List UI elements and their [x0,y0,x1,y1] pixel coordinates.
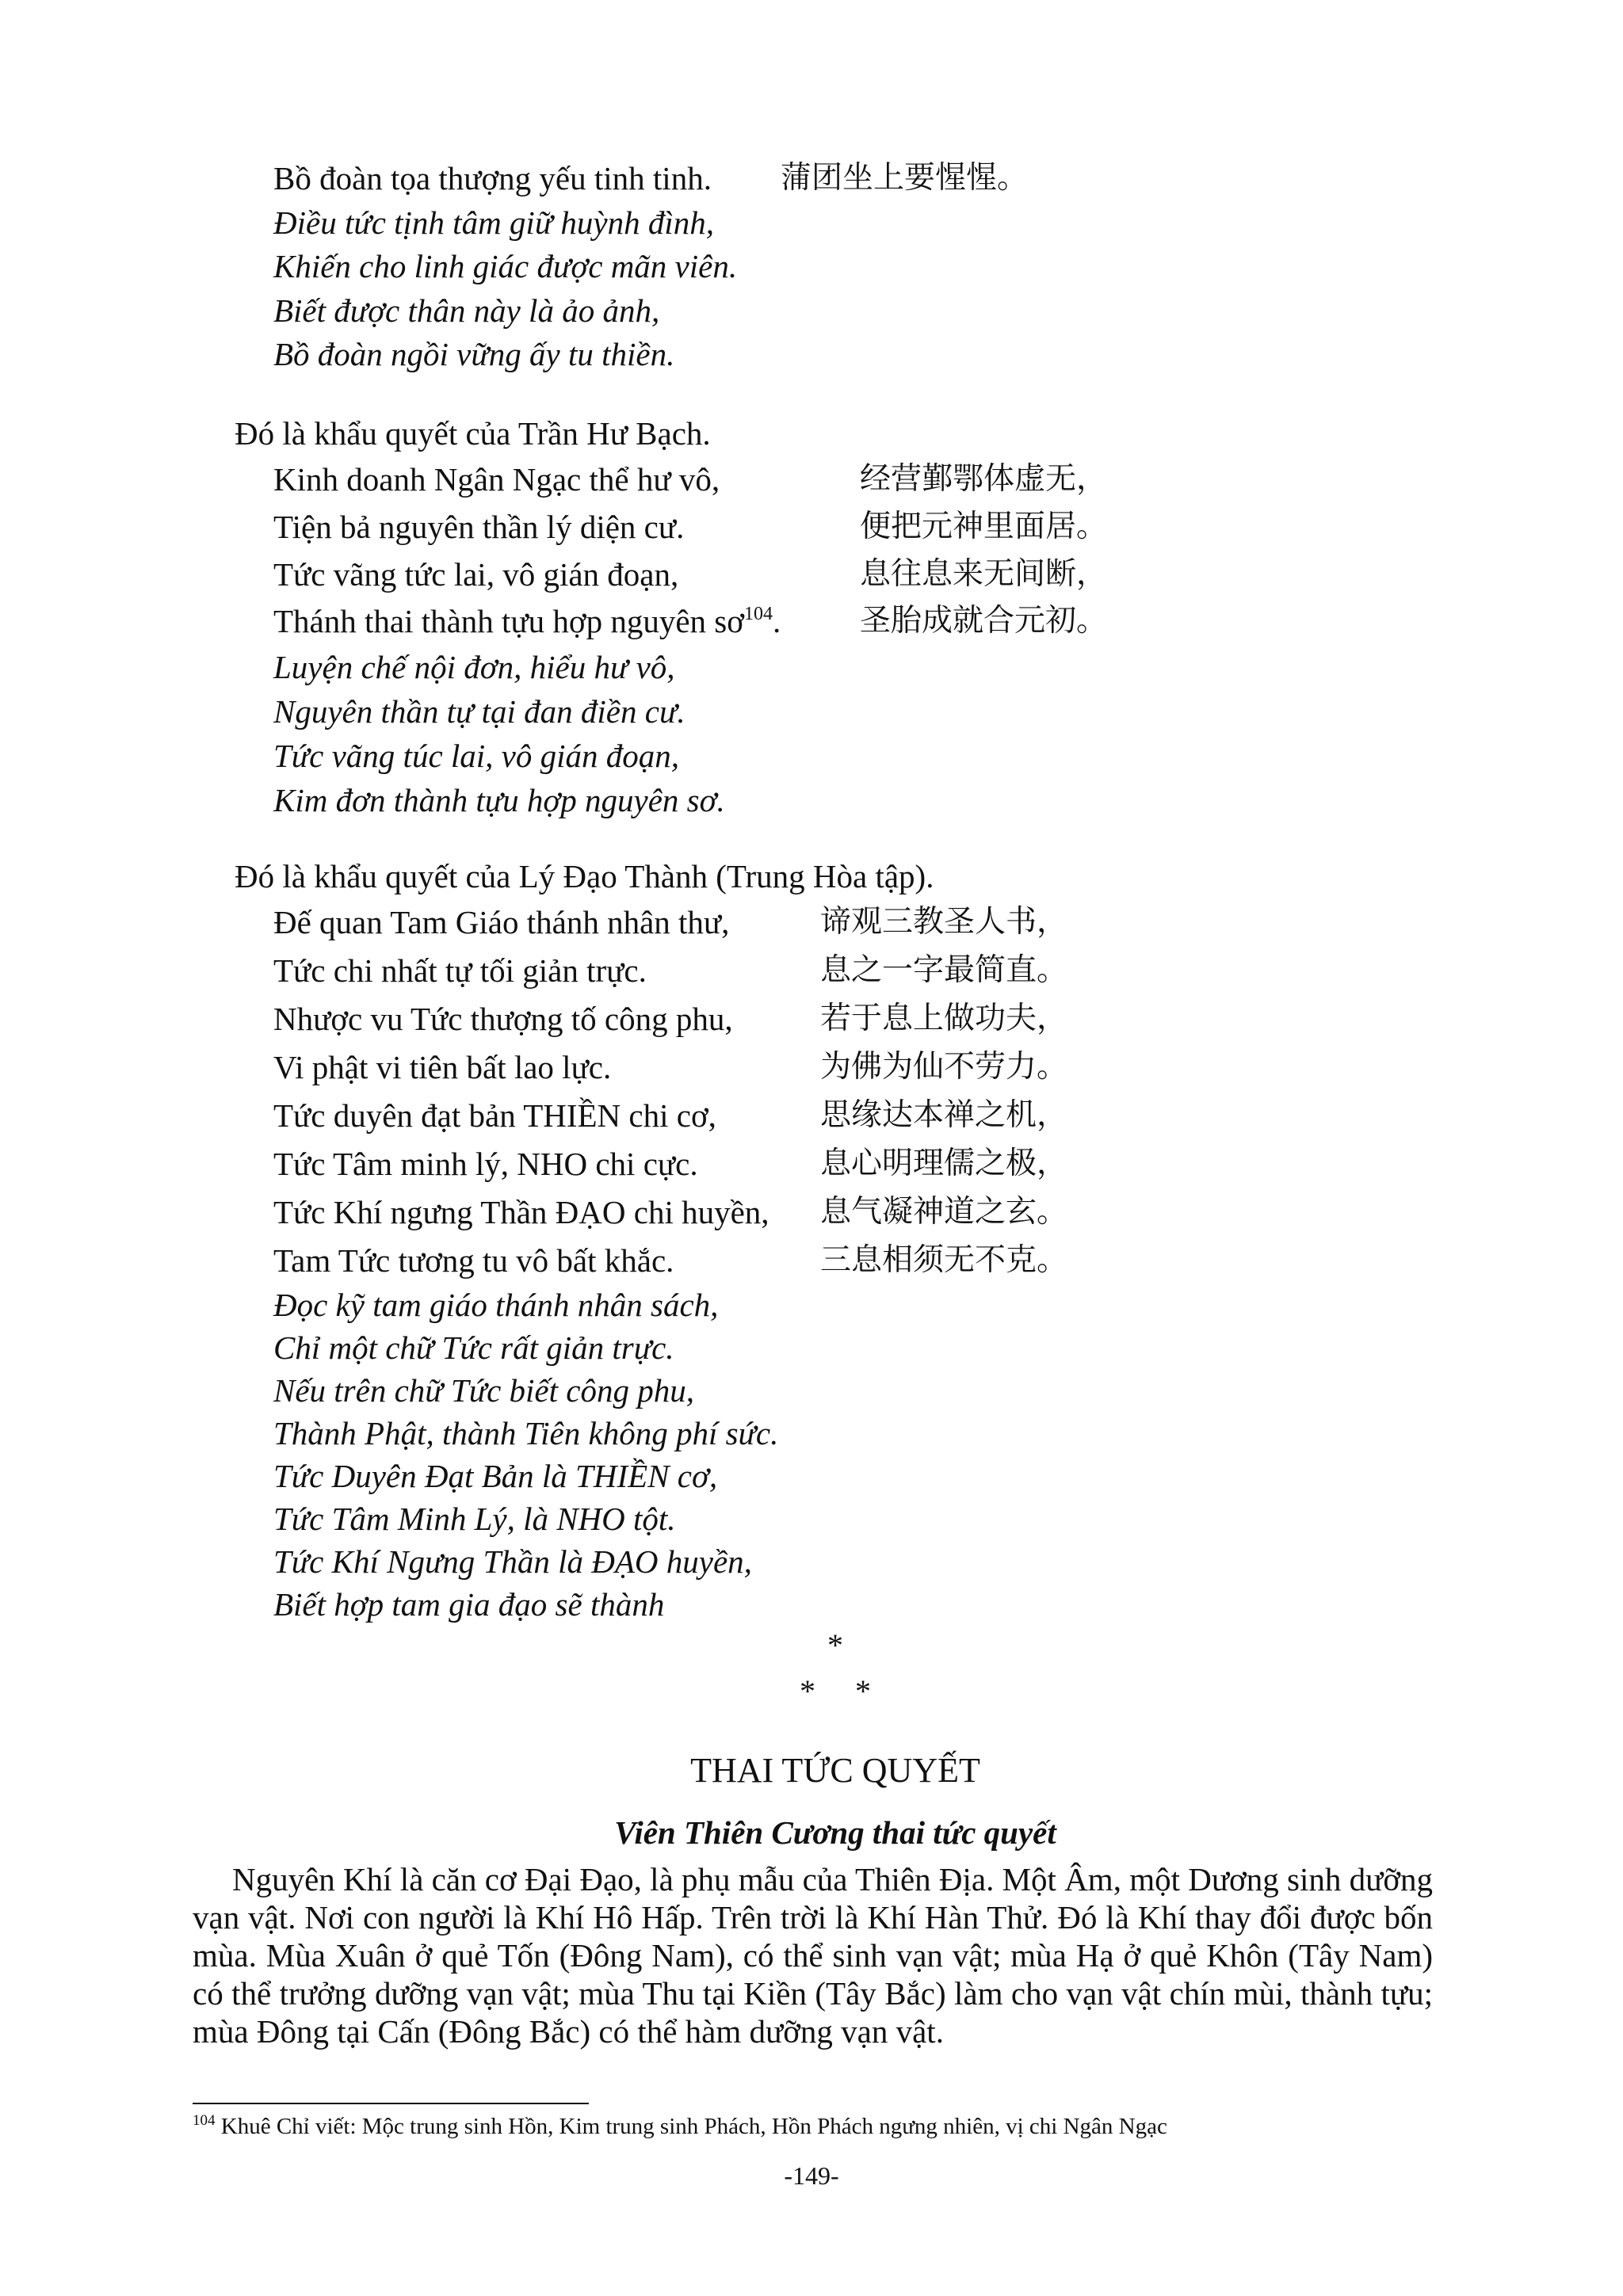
chinese-verse-line: 息心明理儒之极， [820,1146,1068,1181]
verse-line: Kinh doanh Ngân Ngạc thể hư vô, [273,461,720,498]
chinese-verse-line: 三息相须无不克。 [820,1242,1068,1278]
translation-line: Chỉ một chữ Tức rất giản trực. [273,1329,674,1366]
verse-line: Tiện bả nguyên thần lý diện cư. [273,509,685,545]
verse-line: Vi phật vi tiên bất lao lực. [273,1049,612,1085]
translation-line: Đọc kỹ tam giáo thánh nhân sách, [273,1287,719,1323]
attribution-line: Đó là khẩu quyết của Trần Hư Bạch. [235,415,711,452]
translation-line: Biết được thân này là ảo ảnh, [273,292,660,329]
chinese-verse-line: 息往息来无间断， [860,556,1108,592]
footnote [193,2114,1167,2140]
section-heading: THAI TỨC QUYẾT [690,1751,980,1790]
footnote-text: Khuê Chỉ viết: Mộc trung sinh Hồn, Kim trung sinh Phách, Hồn Phách ngưng nhiên, vị chi Ngân Ngạc [220,2114,1167,2139]
chinese-verse-line: 息气凝神道之玄。 [820,1194,1068,1230]
chinese-verse-line: 经营鄞鄂体虚无， [860,461,1108,497]
footnote-divider [193,2103,589,2104]
translation-line: Kim đơn thành tựu hợp nguyên sơ. [273,782,725,818]
chinese-verse-line: 为佛为仙不劳力。 [820,1049,1068,1085]
verse-line: Đế quan Tam Giáo thánh nhân thư, [273,904,730,940]
translation-line: Khiến cho linh giác được mãn viên. [273,248,738,284]
chinese-verse-line: 蒲团坐上要惺惺。 [781,160,1029,196]
chinese-verse-line: 思缘达本禅之机， [820,1097,1068,1133]
translation-line: Tức Duyên Đạt Bản là THIỀN cơ, [273,1458,718,1494]
verse-line: Tức chi nhất tự tối giản trực. [273,952,647,989]
verse-line: Nhược vu Tức thượng tố công phu, [273,1001,733,1037]
translation-line: Nguyên thần tự tại đan điền cư. [273,693,685,730]
translation-line: Nếu trên chữ Tức biết công phu, [273,1372,694,1409]
verse-text: Thánh thai thành tựu hợp nguyên sơ [273,603,744,639]
verse-line: Tức vãng tức lai, vô gián đoạn, [273,556,679,593]
verse-punct: . [772,603,781,639]
verse-line: Tam Tức tương tu vô bất khắc. [273,1242,674,1279]
footnote-ref: 104 [743,604,773,624]
translation-line: Tức vãng túc lai, vô gián đoạn, [273,738,680,774]
translation-line: Bồ đoàn ngồi vững ấy tu thiền. [273,336,675,372]
translation-line: Thành Phật, thành Tiên không phí sức. [273,1415,779,1451]
section-subheading: Viên Thiên Cương thai tức quyết [614,1814,1056,1851]
chinese-verse-line: 息之一字最简直。 [820,952,1068,988]
translation-line: Điều tức tịnh tâm giữ huỳnh đình, [273,204,715,241]
verse-line: Tức duyên đạt bản THIỀN chi cơ, [273,1097,716,1134]
verse-line [273,600,781,643]
verse-line: Bồ đoàn tọa thượng yếu tinh tinh. [273,160,712,196]
verse-line: Tức Tâm minh lý, NHO chi cực. [273,1146,698,1182]
chinese-verse-line: 若于息上做功夫， [820,1001,1068,1036]
chinese-verse-line: 便把元神里面居。 [860,509,1108,544]
page-number: -149- [784,2161,839,2190]
footnote-number: 104 [193,2112,216,2129]
chinese-verse-line: 谛观三教圣人书， [820,904,1068,940]
body-paragraph: Nguyên Khí là căn cơ Đại Đạo, là phụ mẫu của Thiên Địa. Một Âm, một Dương sinh dưỡng vạn vật. Nơi con người là Khí Hô Hấp. Trên trời là Khí Hàn Thử. Đó là Khí thay đổi được bốn mùa. Mùa Xuân ở quẻ Tốn (Đông Nam), có thể sinh vạn vật; mùa Hạ ở quẻ Khôn (Tây Nam) có thể trưởng dưỡng vạn vật; mùa Thu tại Kiền (Tây Bắc) làm cho vạn vật chín mùi, thành tựu; mùa Đông tại Cấn (Đông Bắc) có thể hàm dưỡng vạn vật. [193,1861,1433,2050]
section-separator-bottom: * * [800,1673,871,1709]
section-separator-top: * [827,1627,843,1663]
attribution-line: Đó là khẩu quyết của Lý Đạo Thành (Trung Hòa tập). [235,858,934,894]
verse-line: Tức Khí ngưng Thần ĐẠO chi huyền, [273,1194,769,1230]
translation-line: Tức Khí Ngưng Thần là ĐẠO huyền, [273,1543,752,1580]
chinese-verse-line: 圣胎成就合元初。 [860,603,1108,639]
translation-line: Luyện chế nội đơn, hiểu hư vô, [273,649,675,685]
translation-line: Tức Tâm Minh Lý, là NHO tột. [273,1501,676,1537]
translation-line: Biết hợp tam gia đạo sẽ thành [273,1586,665,1623]
